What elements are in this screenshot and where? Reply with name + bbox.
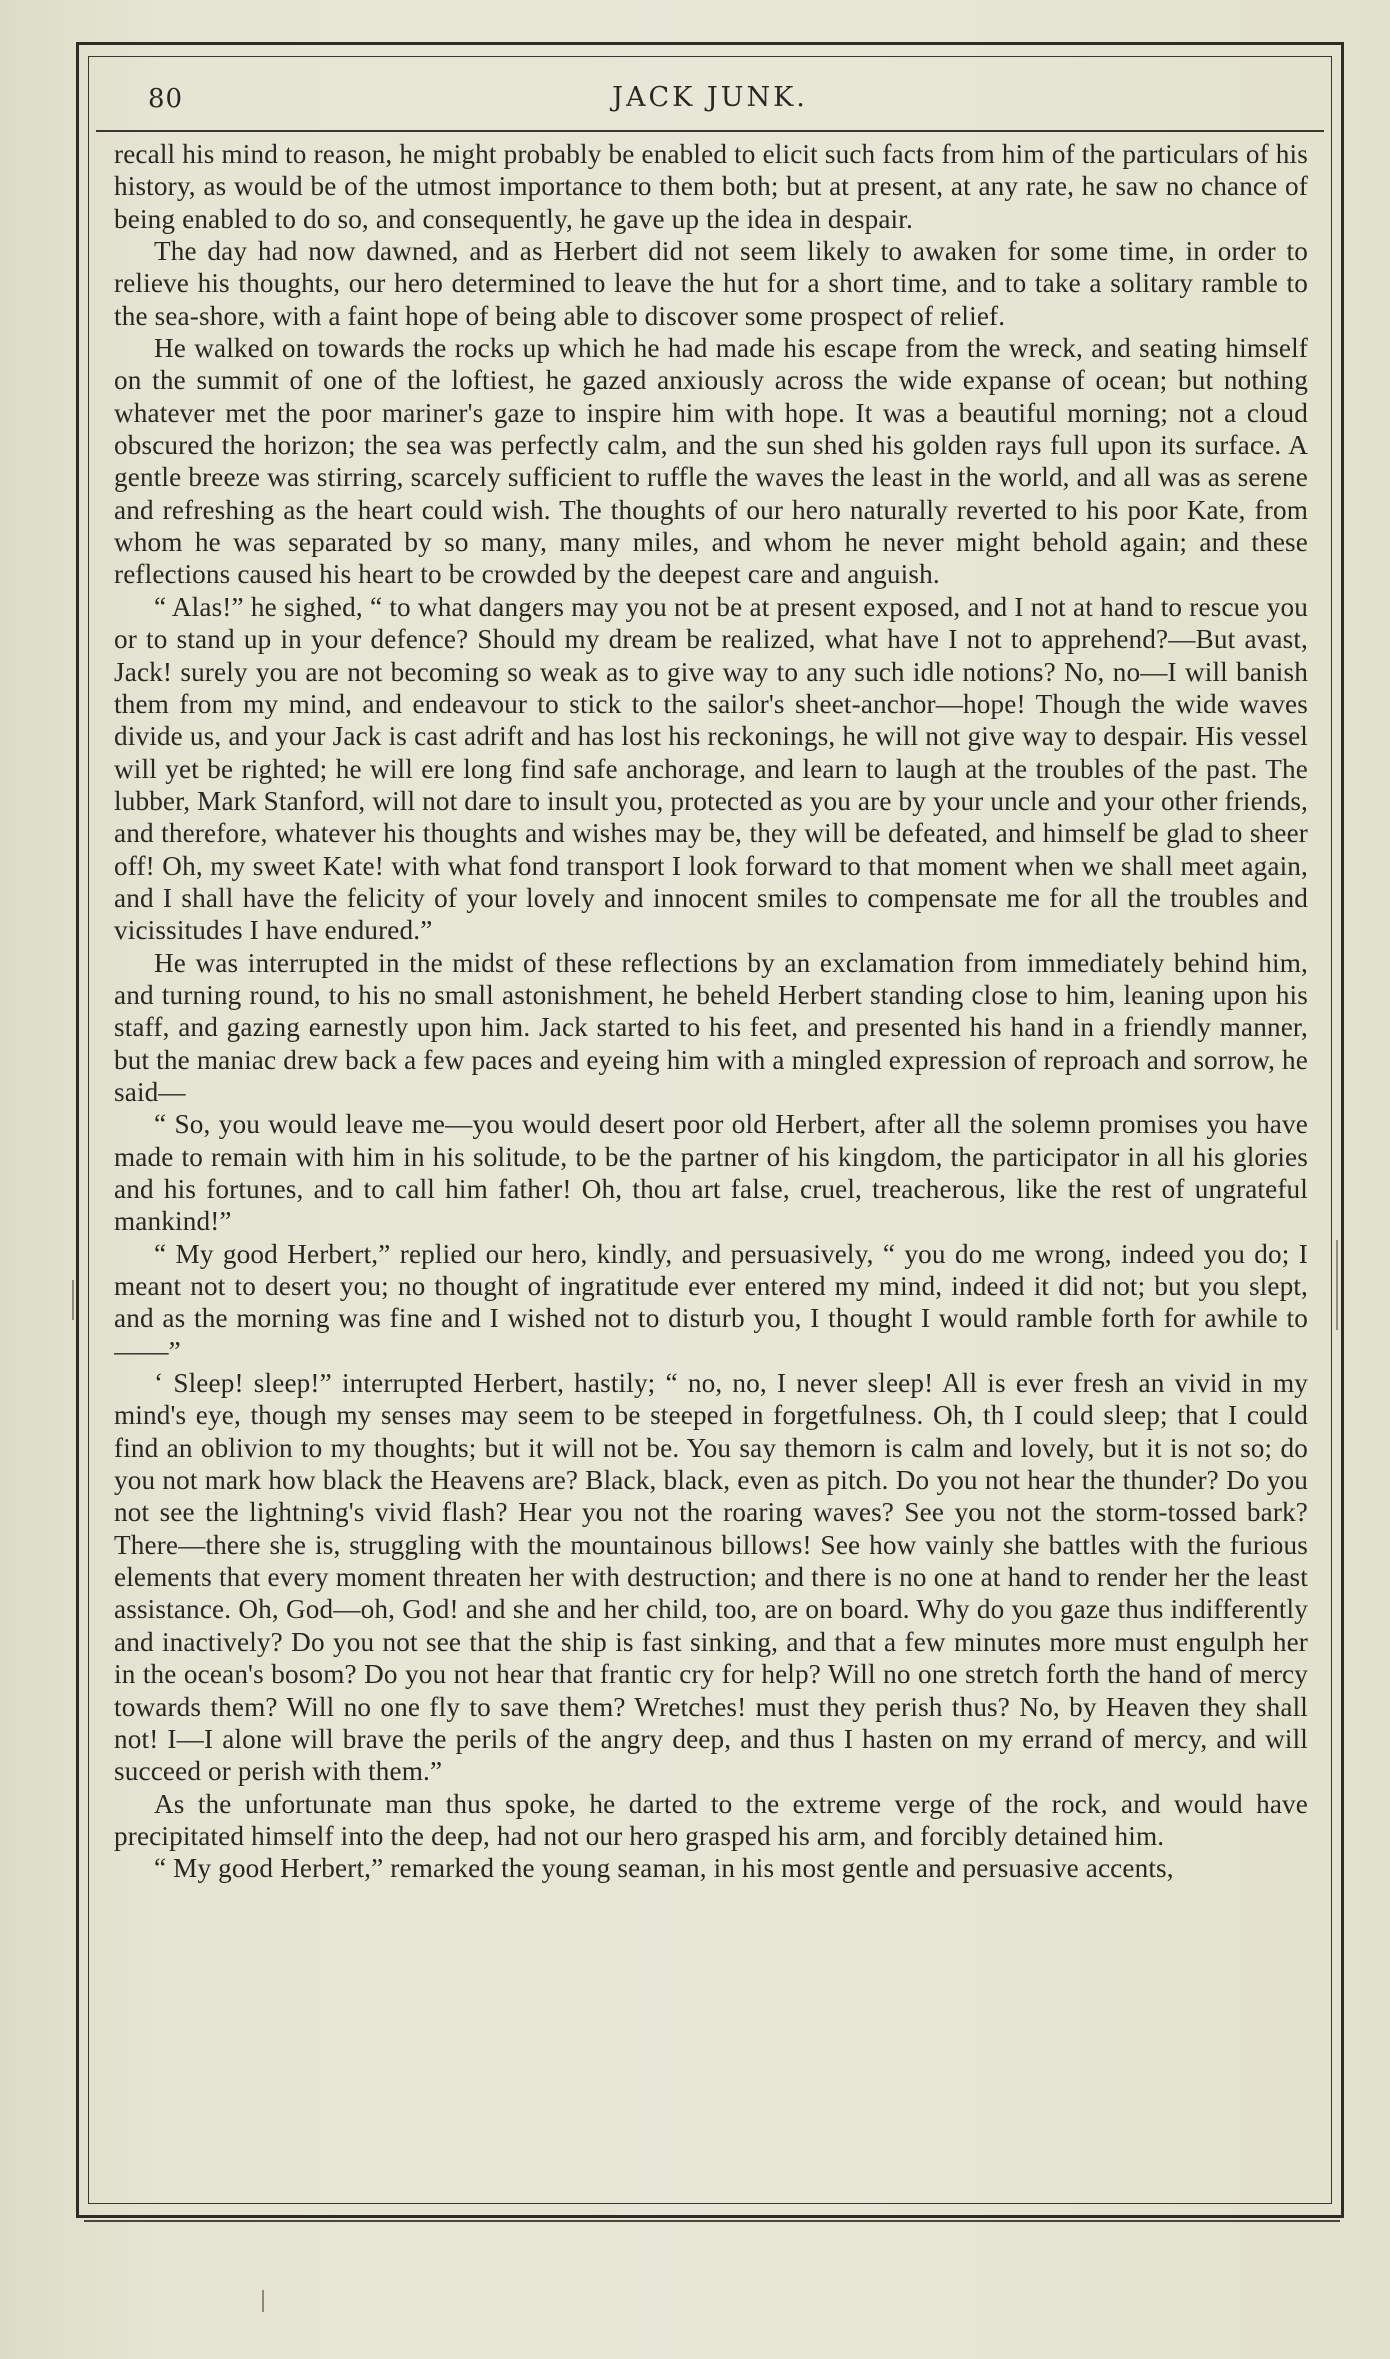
page-header: [100, 74, 1320, 124]
paragraph: “ My good Herbert,” replied our hero, kindly, and persuasively, “ you do me wrong, indeed you do; I meant not to desert you; no thought of ingratitude ever entered my mind, indeed it did not; but you slept, and as the morning was fine and I wished not to disturb you, I thought I would ramble forth for awhile to——”: [114, 1238, 1308, 1366]
paragraph: He was interrupted in the midst of these reflections by an exclamation from immediately behind him, and turning round, to his no small astonishment, he beheld Herbert standing close to him, leaning upon his staff, and gazing earnestly upon him. Jack started to his feet, and presented his hand in a friendly manner, but the maniac drew back a few paces and eyeing him with a mingled expression of reproach and sorrow, he said—: [114, 947, 1308, 1107]
paragraph: “ Alas!” he sighed, “ to what dangers may you not be at present exposed, and I not at hand to rescue you or to stand up in your defence? Should my dream be realized, what have I not to apprehend?—But avast, Jack! surely you are not becoming so weak as to give way to any such idle notions? No, no—I will banish them from my mind, and endeavour to stick to the sailor's sheet-anchor—hope! Though the wide waves divide us, and your Jack is cast adrift and has lost his reckonings, he will not give way to despair. His vessel will yet be righted; he will ere long find safe anchorage, and learn to laugh at the troubles of the past. The lubber, Mark Stanford, will not dare to insult you, protected as you are by your uncle and your other friends, and therefore, whatever his thoughts and wishes may be, they will be defeated, and himself be glad to sheer off! Oh, my sweet Kate! with what fond transport I look forward to that moment when we shall meet again, and I shall have the felicity of your lovely and innocent smiles to compensate me for all the troubles and vicissitudes I have endured.”: [114, 591, 1308, 946]
page-number: 80: [148, 84, 184, 114]
header-rule: [96, 130, 1324, 132]
footer-rule: [84, 2220, 1340, 2222]
running-title: JACK JUNK.: [612, 82, 808, 113]
paragraph: “ So, you would leave me—you would desert poor old Herbert, after all the solemn promises you have made to remain with him in his solitude, to be the partner of his kingdom, the participator in all his glories and his fortunes, and to call him father! Oh, thou art false, cruel, treacherous, like the rest of ungrateful mankind!”: [114, 1109, 1308, 1237]
text-column: [114, 138, 1308, 2188]
binding-mark: [262, 2290, 264, 2312]
paragraph: As the unfortunate man thus spoke, he darted to the extreme verge of the rock, and would have precipitated himself into the deep, had not our hero grasped his arm, and forcibly detained him.: [114, 1788, 1308, 1851]
paragraph: The day had now dawned, and as Herbert did not seem likely to awaken for some time, in order to relieve his thoughts, our hero determined to leave the hut for a short time, and to take a solitary ramble to the sea-shore, with a faint hope of being able to discover some prospect of relief.: [114, 236, 1308, 331]
paragraph: ‘ Sleep! sleep!” interrupted Herbert, hastily; “ no, no, I never sleep! All is ever fresh an vivid in my mind's eye, though my senses may seem to be steeped in forgetfulness. Oh, th I could sleep; that I could find an oblivion to my thoughts; but it will not be. You say themorn is calm and lovely, but it is not so; do you not mark how black the Heavens are? Black, black, even as pitch. Do you not hear the thunder? Do you not see the lightning's vivid flash? Hear you not the roaring waves? See you not the storm-tossed bark? There—there she is, struggling with the mountainous billows! See how vainly she battles with the furious elements that every moment threaten her with destruction; and there is no one at hand to render her the least assistance. Oh, God—oh, God! and she and her child, too, are on board. Why do you gaze thus indifferently and inactively? Do you not see that the ship is fast sinking, and that a few minutes more must engulph her in the ocean's bosom? Do you not hear that frantic cry for help? Will no one stretch forth the hand of mercy towards them? Will no one fly to save them? Wretches! must they perish thus? No, by Heaven they shall not! I—I alone will brave the perils of the angry deep, and thus I hasten on my errand of mercy, and will succeed or perish with them.”: [114, 1368, 1308, 1787]
paragraph: He walked on towards the rocks up which he had made his escape from the wreck, and seating himself on the summit of one of the loftiest, he gazed anxiously across the wide expanse of ocean; but nothing whatever met the poor mariner's gaze to inspire him with hope. It was a beautiful morning; not a cloud obscured the horizon; the sea was perfectly calm, and the sun shed his golden rays full upon its surface. A gentle breeze was stirring, scarcely sufficient to ruffle the waves the least in the world, and all was as serene and refreshing as the heart could wish. The thoughts of our hero naturally reverted to his poor Kate, from whom he was separated by so many, many miles, and whom he never might behold again; and these reflections caused his heart to be crowded by the deepest care and anguish.: [114, 333, 1308, 590]
paragraph: recall his mind to reason, he might probably be enabled to elicit such facts from him of the particulars of his history, as would be of the utmost importance to them both; but at present, at any rate, he saw no chance of being enabled to do so, and consequently, he gave up the idea in despair.: [114, 139, 1308, 234]
binding-mark: [72, 1280, 74, 1320]
binding-mark: [1336, 1240, 1338, 1330]
paragraph: “ My good Herbert,” remarked the young seaman, in his most gentle and persuasive accents,: [154, 1853, 1174, 1884]
